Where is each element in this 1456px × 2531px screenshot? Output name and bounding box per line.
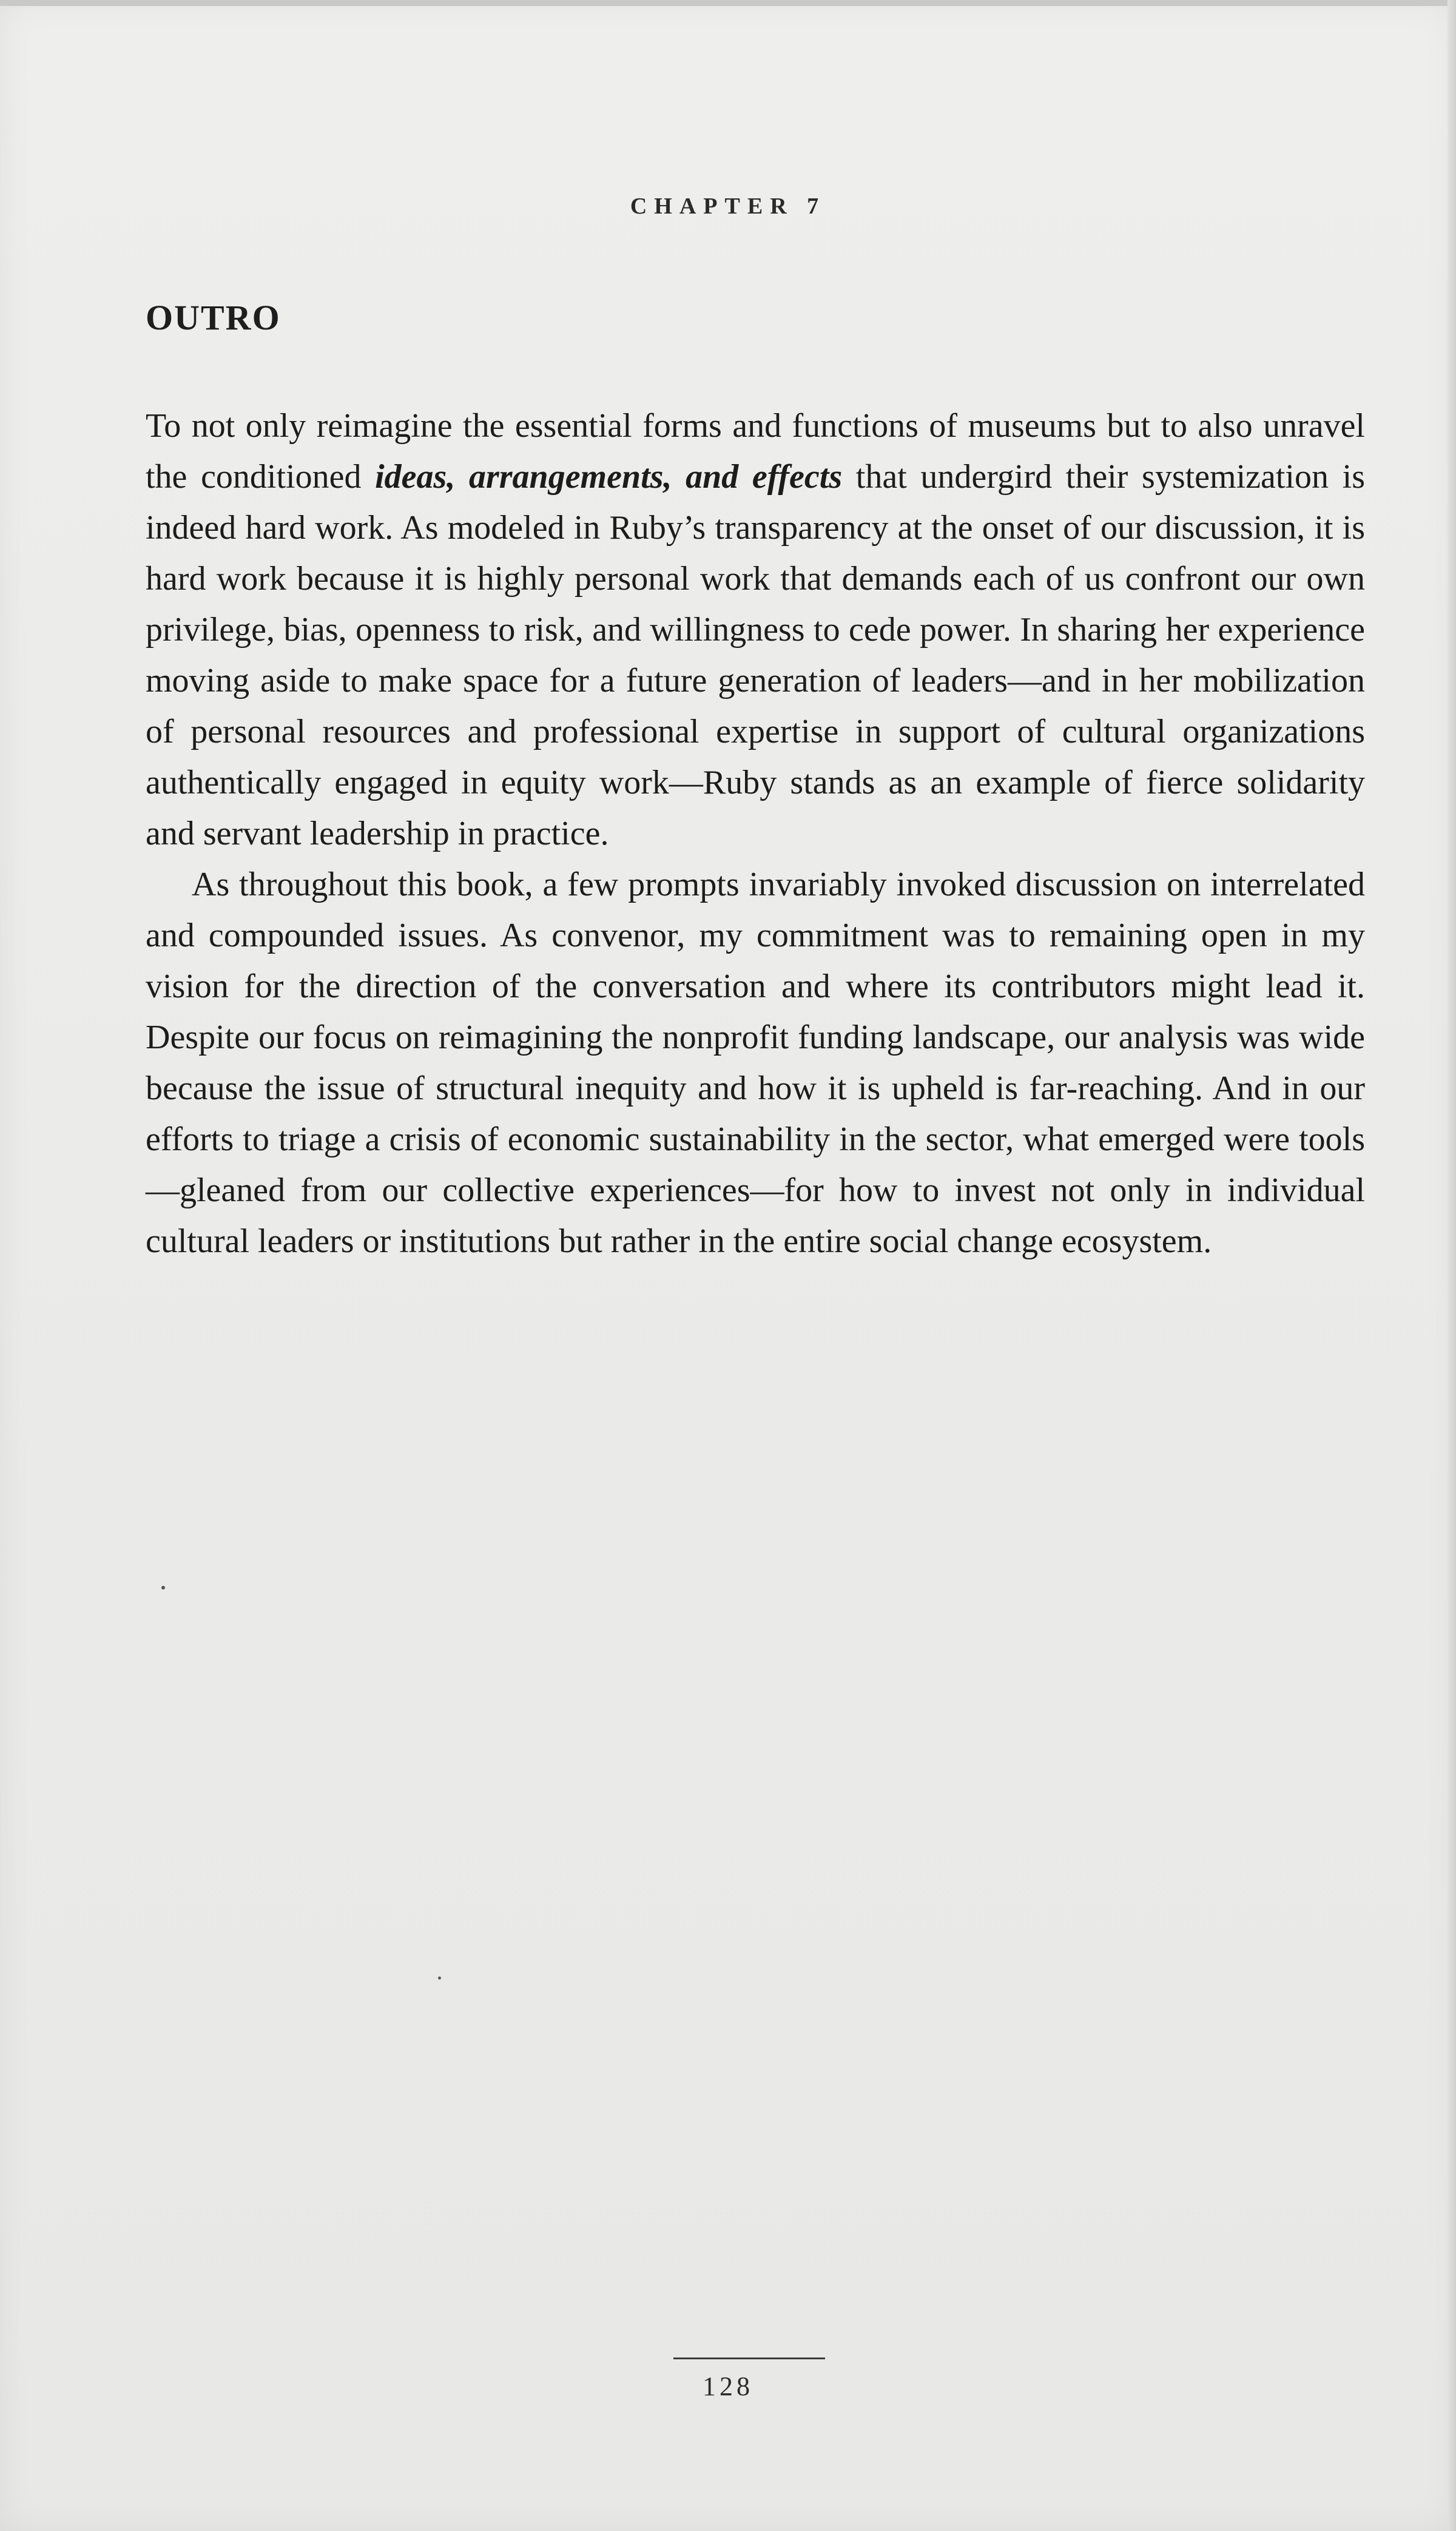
paragraph-1 xyxy=(146,400,1365,859)
page-right-edge xyxy=(1448,0,1456,2531)
paragraph-1-emphasis: ideas, arrangements, and effects xyxy=(375,458,843,496)
page-top-edge xyxy=(0,0,1456,6)
footer-rule xyxy=(673,2357,825,2359)
page-number: 128 xyxy=(703,2371,753,2401)
paragraph-1-part-2: that undergird their systemization is indeed hard work. As modeled in Ruby’s transparency at the onset of our discussion, it is hard work because it is highly personal work that demands each of us confront our own privilege, bias, openness to risk, and willingness to cede power. In sharing her experience moving aside to make space for a future generation of leaders—and in her mobilization of personal resources and professional expertise in support of cultural organizations authentically engaged in equity work—Ruby stands as an example of fierce solidarity and servant leadership in practice. xyxy=(146,458,1365,852)
print-speck xyxy=(161,1586,165,1589)
paragraph-1-part-1: To not only reimagine the essential forms and functions of museums but to also unravel the conditioned xyxy=(146,407,1365,496)
paragraph-2: As throughout this book, a few prompts invariably invoked discussion on interrelated and compounded issues. As convenor, my commitment was to remaining open in my vision for the direction of the conversation and where its contributors might lead it. Despite our focus on reimagining the nonprofit funding landscape, our analysis was wide because the issue of structural inequity and how it is upheld is far-reaching. And in our efforts to triage a crisis of economic sustainability in the sector, what emerged were tools—gleaned from our collective experiences—for how to invest not only in individual cultural leaders or institutions but rather in the entire social change ecosystem. xyxy=(146,866,1365,1260)
section-heading: OUTRO xyxy=(146,298,281,337)
body-text xyxy=(146,400,1365,1267)
print-speck xyxy=(438,1977,441,1980)
chapter-label: CHAPTER 7 xyxy=(630,194,826,219)
